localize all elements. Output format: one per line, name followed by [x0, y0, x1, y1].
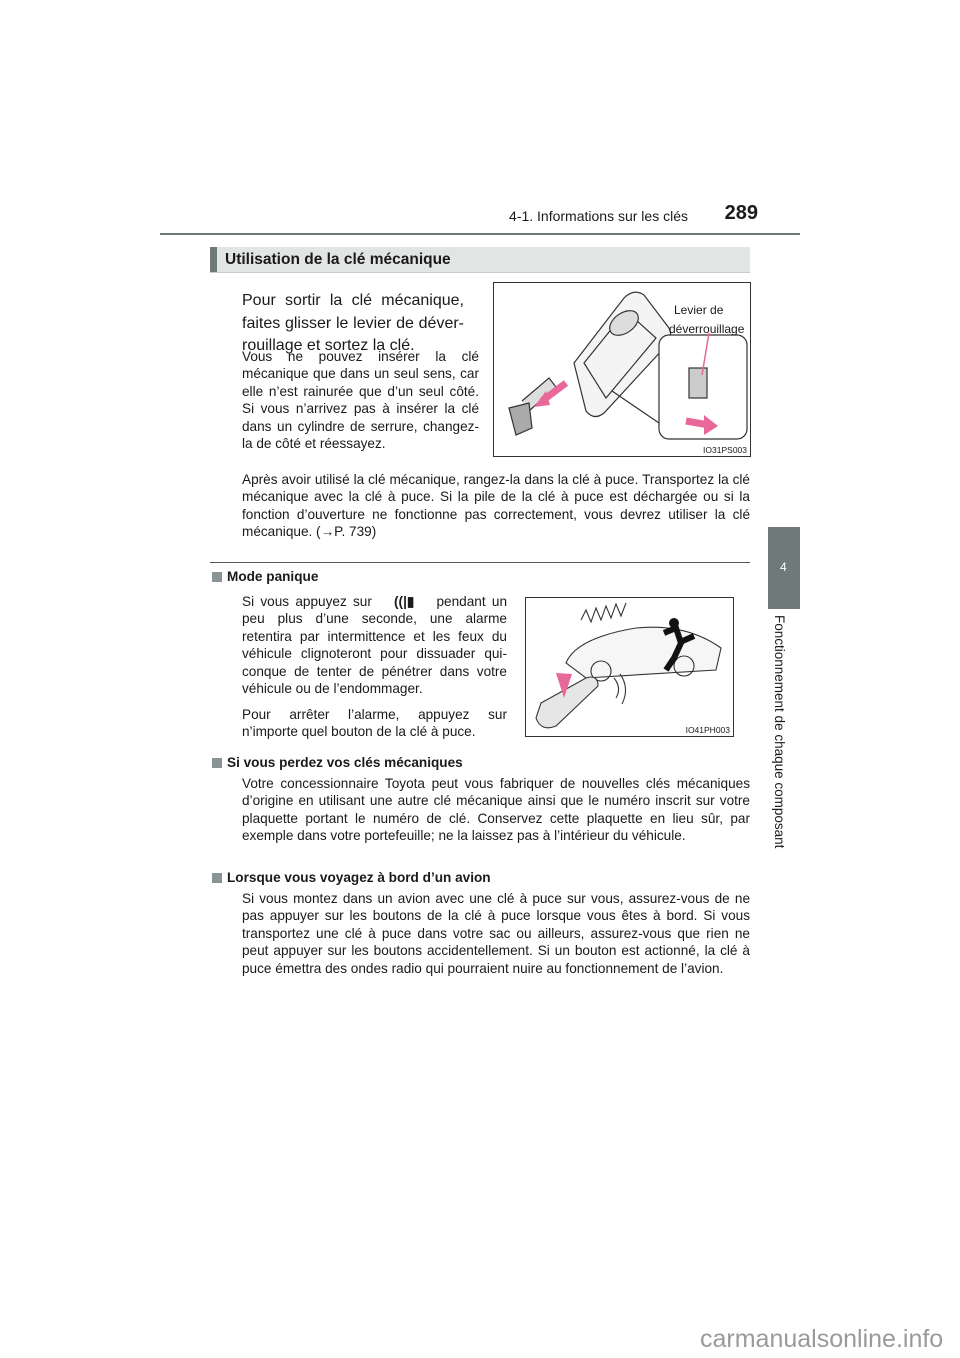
- section-heading: [210, 247, 750, 273]
- chapter-tab: [768, 527, 800, 609]
- text: pendant un peu plus d’une seconde, une alarme retentira par intermittence et les feux du véhicule clignoteront pour dissuader quiconque de tenter de pénétrer dans votre véhicule ou de l’endommager.: [242, 594, 507, 697]
- header-section-title: 4-1. Informations sur les clés: [509, 208, 688, 224]
- text: Si vous appuyez sur: [242, 594, 372, 609]
- bullet-icon: [212, 572, 222, 582]
- figure-id: IO31PS003: [703, 445, 747, 455]
- label-line: déverrouillage: [669, 322, 745, 336]
- airplane-heading: [212, 870, 491, 885]
- chapter-number: 4: [780, 560, 787, 574]
- heading-stripe: [210, 247, 217, 272]
- airplane-text: Si vous montez dans un avion avec une clé à puce sur vous, assurez-vous de ne pas appuyer sur les boutons de la clé à puce lorsque vous êtes à bord. Si vous transportez une clé à puce dans votre sac ou ailleurs, assurez-vous que rien ne peut appuyer sur les boutons accidentellement. Si un bouton est actionné, la clé à puce émettra des ondes radio qui pourraient nuire au fonctionnement de l’avion.: [242, 891, 750, 976]
- panic-illustration: [526, 598, 733, 736]
- section-title: Utilisation de la clé mécanique: [225, 251, 451, 268]
- heading-text: Si vous perdez vos clés mécaniques: [227, 755, 463, 770]
- note-text: Vous ne pouvez insérer la clé mécanique que dans un seul sens, car elle n’est rainurée que d’un seul côté. Si vous n’arrivez pas à insérer la clé dans un cylindre de serrure, changez-la de côté et réessayez.: [242, 349, 479, 452]
- intro-text: Pour sortir la clé mécanique, faites glisser le levier de déverrouillage et sortez la clé.: [242, 292, 464, 354]
- figure-mechanical-key: [493, 282, 751, 457]
- figure-id: IO41PH003: [685, 725, 730, 735]
- bullet-icon: [212, 758, 222, 768]
- lost-keys-text: Votre concessionnaire Toyota peut vous fabriquer de nouvelles clés mécaniques d’origine en utilisant une autre clé mécanique ainsi que le numéro inscrit sur votre plaquette portant le numéro de clé. Conservez cette plaquette en lieu sûr, par exemple dans votre portefeuille; ne la laissez pas à l’intérieur du véhicule.: [242, 776, 750, 844]
- heading-text: Lorsque vous voyagez à bord d’un avion: [227, 870, 491, 885]
- page-number: 289: [724, 202, 758, 224]
- figure-label: [669, 301, 745, 339]
- label-line: Levier de: [674, 303, 724, 317]
- bullet-icon: [212, 873, 222, 883]
- figure-panic-mode: [525, 597, 734, 737]
- panic-text: [242, 593, 507, 697]
- after-use-text: Après avoir utilisé la clé mécanique, rangez-la dans la clé à puce. Transportez la clé mécanique avec la clé à puce. Si la pile de la clé à puce est déchargée ou si la fonction d’ouverture ne fonctionne pas correctement, vous devrez utiliser la clé mécanique. (→P. 739): [242, 472, 750, 540]
- panic-stop-text: Pour arrêter l’alarme, appuyez sur n’importe quel bouton de la clé à puce.: [242, 707, 507, 740]
- heading-text: Mode panique: [227, 569, 319, 584]
- panic-button-icon: ((|▮: [394, 594, 415, 609]
- lost-keys-heading: [212, 755, 463, 770]
- panic-heading: [212, 569, 318, 584]
- chapter-label: Fonctionnement de chaque composant: [772, 615, 787, 849]
- header-divider: [160, 233, 800, 235]
- watermark: carmanualsonline.info: [700, 1325, 944, 1353]
- section-divider: [210, 562, 750, 563]
